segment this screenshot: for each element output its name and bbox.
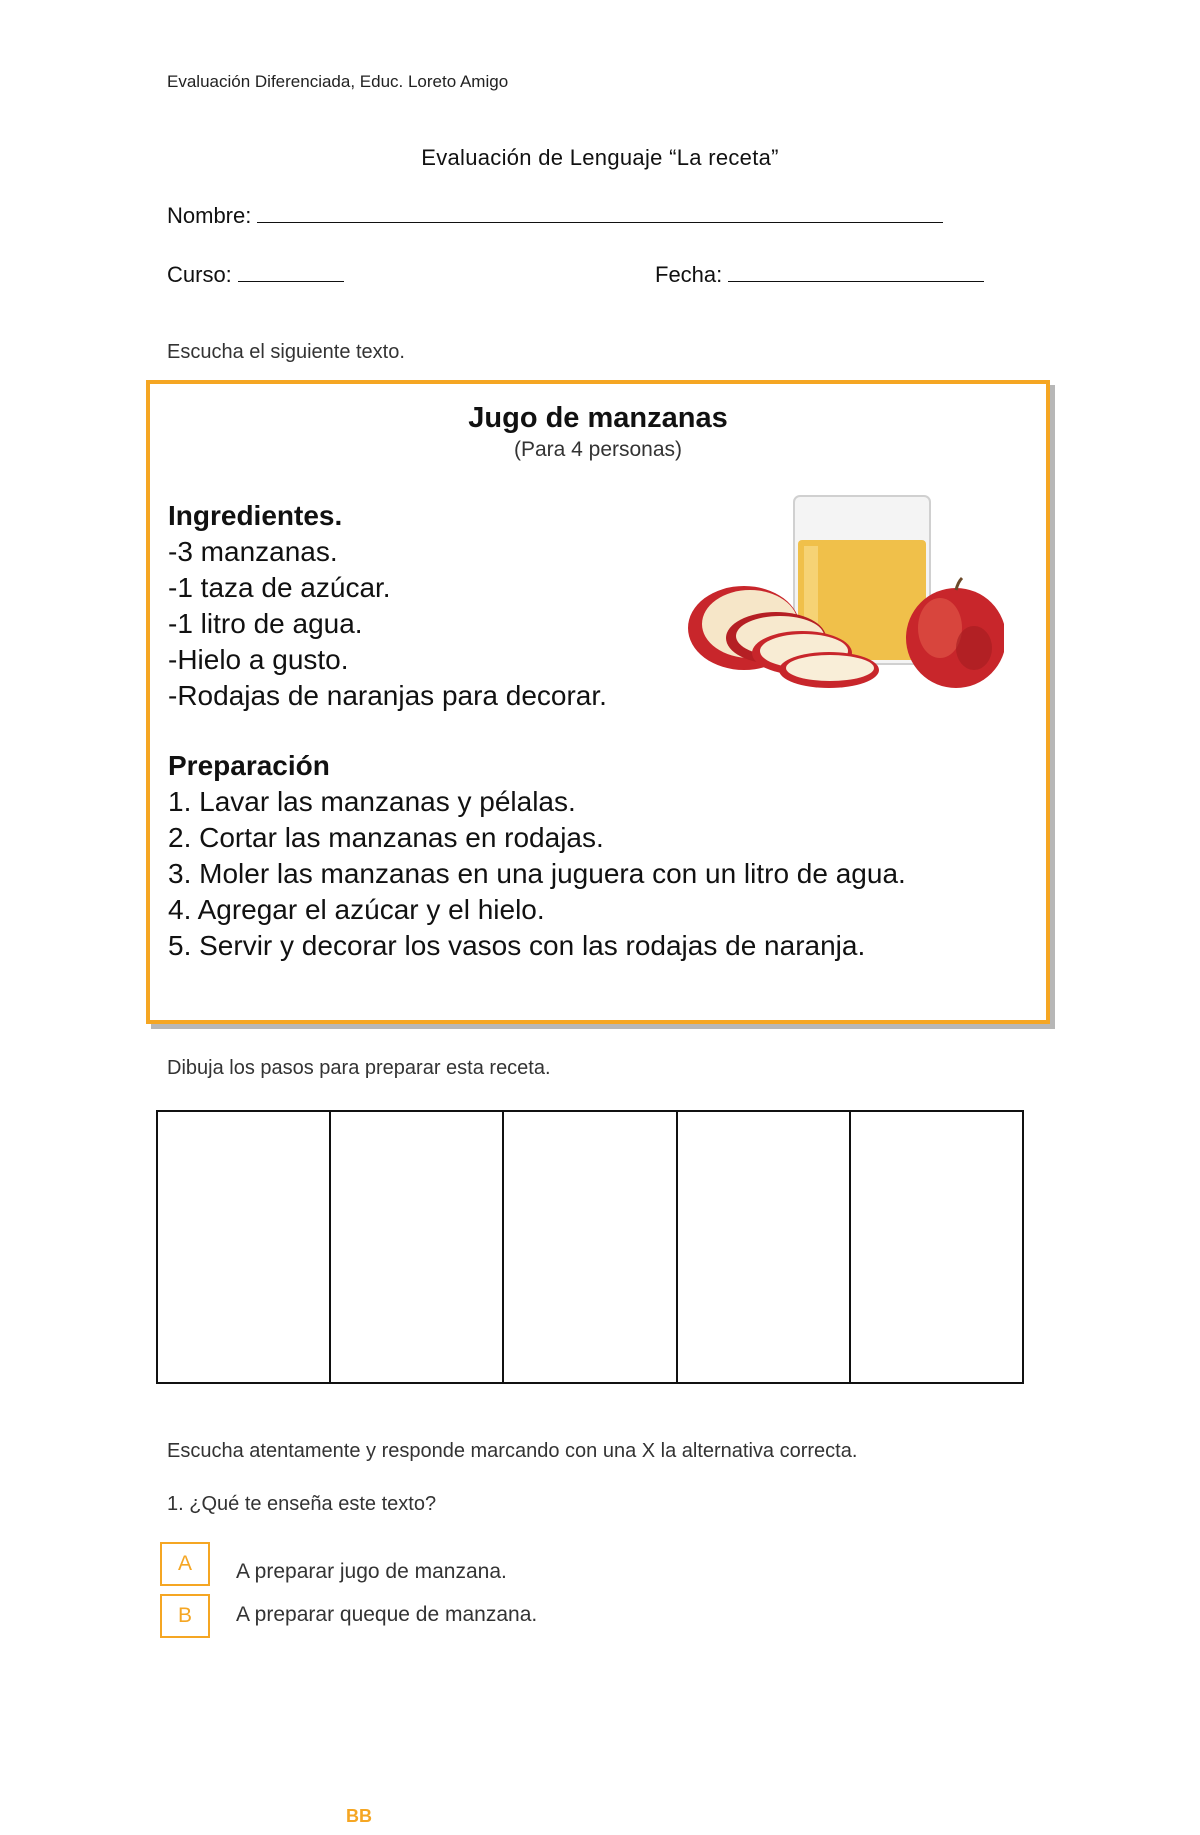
drawing-cell[interactable] [331,1112,504,1382]
preparation-step: 4. Agregar el azúcar y el hielo. [168,894,545,925]
ingredient-item: -1 taza de azúcar. [168,572,391,603]
ingredient-item: -Rodajas de naranjas para decorar. [168,680,607,711]
fecha-field [655,262,984,288]
nombre-blank[interactable] [257,221,943,223]
drawing-cell[interactable] [678,1112,851,1382]
drawing-grid [156,1110,1024,1384]
option-b-text: A preparar queque de manzana. [236,1603,538,1626]
curso-label: Curso: [167,262,232,287]
nombre-field [167,203,943,229]
instruction-answer: Escucha atentamente y responde marcando con una X la alternativa correcta. [167,1440,858,1462]
page-title: Evaluación de Lenguaje “La receta” [421,145,779,170]
option-a-text: A preparar jugo de manzana. [236,1560,507,1583]
option-a-checkbox[interactable]: A [160,1542,210,1586]
question-text: 1. ¿Qué te enseña este texto? [167,1493,437,1515]
preparation-step: 3. Moler las manzanas en una juguera con un litro de agua. [168,858,906,889]
ingredient-item: -3 manzanas. [168,536,338,567]
drawing-cell[interactable] [158,1112,331,1382]
preparation-step: 1. Lavar las manzanas y pélalas. [168,786,576,817]
document-header: Evaluación Diferenciada, Educ. Loreto Amigo [167,72,509,91]
footer-mark: BB [346,1806,372,1826]
preparation-step: 2. Cortar las manzanas en rodajas. [168,822,604,853]
recipe-subtitle: (Para 4 personas) [513,438,683,461]
drawing-cell[interactable] [504,1112,677,1382]
drawing-cell[interactable] [851,1112,1022,1382]
recipe-title: Jugo de manzanas [468,402,728,434]
ingredient-item: -1 litro de agua. [168,608,363,639]
instruction-listen: Escucha el siguiente texto. [167,341,405,363]
ingredients-heading: Ingredientes. [168,500,343,531]
preparation-heading: Preparación [168,750,330,781]
preparation-step: 5. Servir y decorar los vasos con las rodajas de naranja. [168,930,866,961]
curso-field [167,262,344,288]
ingredients-section [168,498,607,714]
nombre-label: Nombre: [167,203,252,228]
fecha-label: Fecha: [655,262,723,287]
option-b-checkbox[interactable]: B [160,1594,210,1638]
recipe-box [146,380,1050,1024]
preparation-section [168,748,906,964]
ingredient-item: -Hielo a gusto. [168,644,349,675]
apple-juice-image [684,488,1004,698]
curso-blank[interactable] [238,280,344,282]
fecha-blank[interactable] [728,280,984,282]
instruction-draw: Dibuja los pasos para preparar esta receta. [167,1057,551,1079]
